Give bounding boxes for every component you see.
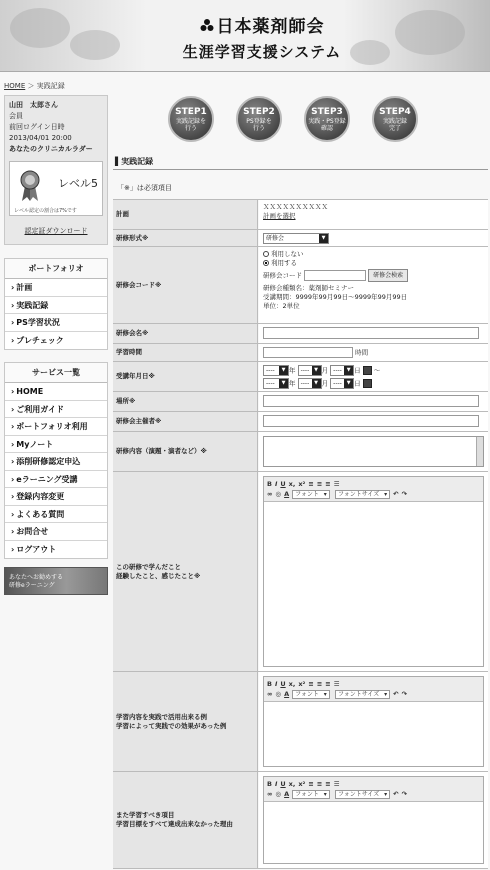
chevron-right-icon: › — [11, 457, 15, 466]
organizer-value — [259, 412, 488, 431]
level-box — [9, 161, 103, 216]
row-training-content — [113, 432, 488, 472]
list-icon[interactable]: ☰ — [333, 780, 340, 788]
list-icon[interactable]: ☰ — [333, 680, 340, 688]
align-right-icon[interactable]: ≡ — [325, 680, 331, 688]
nav-label: 添削研修認定申込 — [16, 457, 81, 466]
editor-toolbar — [264, 777, 483, 802]
font-select-label: フォント — [295, 791, 319, 798]
breadcrumb-current: 実践記録 — [36, 82, 65, 90]
banner-line1: あなたへお勧めする — [9, 574, 64, 581]
section-title: ▌実践記録 — [113, 152, 488, 170]
training-content-label: 研修内容（演題・演者など）※ — [113, 432, 258, 471]
nav-my-note[interactable] — [5, 436, 107, 454]
align-right-icon[interactable]: ≡ — [325, 480, 331, 488]
align-right-icon[interactable]: ≡ — [325, 780, 331, 788]
underline-button[interactable]: U — [280, 480, 286, 488]
date-range-tilde: ～ — [373, 366, 381, 375]
start-year-select[interactable] — [263, 365, 289, 376]
chevron-right-icon: › — [11, 283, 15, 292]
end-day-selected: ---- — [333, 380, 342, 387]
end-month-select[interactable] — [298, 378, 322, 389]
redo-icon[interactable]: ↷ — [401, 690, 408, 698]
practice-example-value — [259, 672, 488, 771]
study-hours-unit: 時間 — [355, 348, 369, 357]
training-period: 受講期間：9999年99月99日～9999年99月99日 — [263, 293, 408, 301]
banner-line2: 研修eラーニング — [9, 582, 55, 589]
step-label: 行う — [184, 125, 197, 132]
section-title-text: 実践記録 — [121, 157, 154, 166]
site-subtitle: 生涯学習支援システム — [182, 43, 342, 61]
end-day-select[interactable] — [330, 378, 354, 389]
step-number: STEP1 — [175, 107, 207, 117]
training-code-input[interactable] — [304, 270, 366, 281]
subscript-button[interactable]: x, — [288, 680, 296, 688]
underline-button[interactable]: U — [280, 780, 286, 788]
end-year-select[interactable] — [263, 378, 289, 389]
step-4 — [372, 96, 418, 142]
subscript-button[interactable]: x, — [288, 480, 296, 488]
nav-label: PS学習状況 — [16, 318, 60, 327]
chevron-right-icon: › — [11, 318, 15, 327]
logo[interactable] — [172, 12, 352, 62]
radio-use-label: 利用する — [271, 259, 297, 267]
portfolio-title: ポートフォリオ — [5, 259, 107, 279]
month-label: 月 — [321, 379, 329, 388]
bold-button[interactable]: B — [267, 780, 272, 788]
training-content-value — [259, 432, 488, 471]
row-further-study — [113, 772, 488, 869]
training-type-label: 研修形式※ — [113, 230, 258, 246]
step-number: STEP3 — [311, 107, 343, 117]
plan-select-link[interactable]: 計画を選択 — [263, 212, 296, 220]
breadcrumb-home-link[interactable]: HOME — [4, 82, 26, 90]
nav-home[interactable] — [5, 383, 107, 401]
superscript-button[interactable]: x² — [298, 780, 306, 788]
required-note: 「※」は必須項目 — [117, 184, 172, 192]
step-number: STEP4 — [379, 107, 411, 117]
nav-label: ご利用ガイド — [16, 404, 65, 414]
nav-label: HOME — [16, 387, 44, 396]
dropdown-arrow-icon: ▼ — [344, 379, 353, 388]
nav-guide[interactable] — [5, 401, 107, 419]
learned-rich-editor[interactable] — [263, 476, 484, 667]
plan-id: ＸＸＸＸＸＸＸＸＸＸ — [263, 203, 328, 211]
chevron-right-icon: › — [11, 492, 15, 501]
row-practice-example — [113, 672, 488, 772]
nav-portfolio-usage[interactable] — [5, 418, 107, 436]
row-place — [113, 392, 488, 412]
start-month-selected: ---- — [300, 367, 310, 374]
row-plan — [113, 200, 488, 230]
header-banner — [0, 0, 490, 72]
step-label: 実践記録 — [382, 118, 407, 125]
row-training-name — [113, 324, 488, 344]
row-attendance-date — [113, 362, 488, 392]
training-type-name: 研修会種類名：薬剤師セミナー — [263, 284, 354, 292]
image-icon[interactable]: ◎ — [275, 490, 282, 498]
last-login-label: 前回ログイン日時 — [9, 123, 65, 131]
organizer-label: 研修会主催者※ — [113, 412, 258, 431]
row-study-hours — [113, 344, 488, 362]
font-size-select[interactable]: フォントサイズ ▾ — [335, 790, 390, 799]
font-size-select[interactable]: フォントサイズ ▾ — [335, 490, 390, 499]
training-content-textarea[interactable] — [263, 436, 484, 467]
study-hours-input[interactable] — [263, 347, 353, 358]
nav-elearning[interactable] — [5, 471, 107, 489]
superscript-button[interactable]: x² — [298, 680, 306, 688]
superscript-button[interactable]: x² — [298, 480, 306, 488]
certificate-download-link[interactable]: 認定証ダウンロード — [24, 227, 88, 235]
chevron-right-icon: › — [11, 404, 15, 414]
font-size-select[interactable]: フォントサイズ ▾ — [335, 690, 390, 699]
nav-label: 実践記録 — [16, 300, 49, 310]
further-study-label-line2: 学習目標をすべて達成出来なかった理由 — [116, 820, 233, 828]
nav-precheck[interactable] — [5, 332, 107, 350]
day-label: 日 — [354, 366, 361, 375]
training-name-label: 研修会名※ — [113, 324, 258, 343]
calendar-icon[interactable] — [363, 366, 372, 375]
study-hours-value — [259, 344, 488, 361]
radio-not-use-label: 利用しない — [271, 250, 304, 258]
dropdown-arrow-icon: ▼ — [279, 366, 288, 375]
radio-use[interactable] — [263, 260, 269, 266]
align-left-icon[interactable]: ≡ — [308, 480, 314, 488]
align-center-icon[interactable]: ≡ — [316, 680, 323, 688]
link-icon[interactable]: ∞ — [267, 490, 273, 498]
practice-example-rich-editor[interactable] — [263, 676, 484, 767]
font-size-label: フォントサイズ — [338, 791, 380, 798]
undo-icon[interactable]: ↶ — [393, 490, 399, 498]
image-icon[interactable]: ◎ — [275, 790, 282, 798]
align-left-icon[interactable]: ≡ — [308, 680, 314, 688]
nav-label: 登録内容変更 — [16, 492, 65, 501]
practice-example-label-line1: 学習内容を実践で活用出来る例 — [116, 712, 207, 721]
nav-label: 計画 — [16, 283, 33, 292]
chevron-right-icon: › — [11, 387, 15, 396]
scrollbar[interactable] — [476, 437, 483, 466]
step-label: 行う — [252, 125, 265, 132]
level-value: レベル5 — [58, 177, 98, 190]
font-select[interactable]: フォント ▾ — [292, 690, 330, 699]
plan-label: 計画 — [113, 200, 258, 229]
chevron-right-icon: › — [11, 509, 15, 519]
day-label: 日 — [354, 379, 361, 388]
undo-icon[interactable]: ↶ — [393, 690, 399, 698]
chevron-right-icon: › — [11, 439, 15, 449]
link-icon[interactable]: ∞ — [267, 790, 273, 798]
font-size-label: フォントサイズ — [338, 491, 380, 498]
redo-icon[interactable]: ↷ — [401, 790, 408, 798]
training-search-button[interactable]: 研修会検索 — [368, 269, 408, 282]
study-hours-label: 学習時間 — [113, 344, 258, 361]
subscript-button[interactable]: x, — [288, 780, 296, 788]
step-label: PS登録を — [246, 118, 272, 125]
services-title: サービス一覧 — [5, 363, 107, 383]
nav-contact[interactable] — [5, 523, 107, 541]
step-1 — [168, 96, 214, 142]
training-units: 単位：2単位 — [263, 302, 300, 310]
chevron-right-icon: › — [11, 300, 15, 310]
nav-label: よくある質問 — [16, 509, 65, 519]
align-center-icon[interactable]: ≡ — [316, 480, 323, 488]
training-code-label: 研修会コード※ — [113, 247, 258, 323]
training-type-select[interactable] — [263, 233, 329, 244]
underline-button[interactable]: U — [280, 680, 286, 688]
chevron-right-icon: › — [11, 335, 15, 345]
nav-label: Myノート — [16, 439, 54, 449]
services-panel — [4, 362, 108, 559]
nav-logout[interactable] — [5, 541, 107, 559]
step-3 — [304, 96, 350, 142]
nav-label: お問合せ — [16, 527, 49, 536]
bold-button[interactable]: B — [267, 680, 272, 688]
dropdown-arrow-icon: ▼ — [319, 234, 328, 243]
list-icon[interactable]: ☰ — [333, 480, 340, 488]
dropdown-arrow-icon: ▼ — [312, 366, 321, 375]
font-select[interactable]: フォント ▾ — [292, 790, 330, 799]
redo-icon[interactable]: ↷ — [401, 490, 408, 498]
start-month-select[interactable] — [298, 365, 322, 376]
step-2 — [236, 96, 282, 142]
nav-certification-application[interactable] — [5, 453, 107, 471]
font-color-icon[interactable]: A — [284, 490, 290, 498]
step-label: 完了 — [388, 125, 401, 132]
training-type-value — [259, 230, 488, 246]
dropdown-arrow-icon: ▼ — [344, 366, 353, 375]
radio-not-use[interactable] — [263, 251, 269, 257]
font-color-icon[interactable]: A — [284, 690, 290, 698]
further-study-label — [113, 772, 258, 868]
portfolio-panel — [4, 258, 108, 350]
font-select-label: フォント — [295, 491, 319, 498]
step-label: 実践記録を — [175, 118, 206, 125]
organizer-input[interactable] — [263, 415, 479, 427]
editor-toolbar — [264, 477, 483, 502]
level-note: レベル認定の割合は7%です — [14, 208, 77, 214]
nav-plan[interactable] — [5, 279, 107, 297]
practice-example-label — [113, 672, 258, 771]
learned-label-line2: 経験したこと、感じたこと※ — [116, 571, 201, 580]
font-select-label: フォント — [295, 691, 319, 698]
further-study-rich-editor[interactable] — [263, 776, 484, 864]
user-name: 山田 太郎さん — [9, 101, 58, 109]
place-value — [259, 392, 488, 411]
step-label: 確認 — [320, 125, 333, 132]
learned-label-line1: この研修で学んだこと — [116, 562, 181, 571]
learned-label — [113, 472, 258, 671]
last-login-value: 2013/04/01 20:00 — [9, 134, 72, 142]
undo-icon[interactable]: ↶ — [393, 790, 399, 798]
breadcrumb — [4, 81, 65, 91]
year-label: 年 — [289, 366, 296, 375]
month-label: 月 — [321, 366, 329, 375]
nav-registration-change[interactable] — [5, 488, 107, 506]
start-day-select[interactable] — [330, 365, 354, 376]
practice-example-label-line2: 学習によって実践での効果があった例 — [116, 721, 227, 730]
row-training-code — [113, 247, 488, 324]
breadcrumb-separator: ＞ — [25, 82, 37, 90]
left-sidebar — [4, 95, 108, 595]
end-month-selected: ---- — [300, 380, 310, 387]
attendance-date-label: 受講年月日※ — [113, 362, 258, 391]
site-title: 日本薬剤師会 — [216, 17, 325, 37]
align-center-icon[interactable]: ≡ — [316, 780, 323, 788]
start-year-selected: ---- — [266, 367, 275, 374]
end-year-selected: ---- — [266, 380, 275, 387]
clinical-ladder-label: あなたのクリニカルラダー — [9, 145, 93, 153]
further-study-label-line1: また学習すべき項目 — [116, 811, 175, 819]
practice-record-form — [113, 199, 488, 828]
nav-practice-record[interactable] — [5, 297, 107, 315]
start-day-selected: ---- — [333, 367, 342, 374]
chevron-right-icon: › — [11, 422, 15, 431]
row-training-type — [113, 230, 488, 247]
medal-icon — [20, 170, 40, 202]
editor-toolbar — [264, 677, 483, 702]
training-code-value — [259, 247, 488, 323]
font-size-label: フォントサイズ — [338, 691, 380, 698]
place-label: 場所※ — [113, 392, 258, 411]
step-number: STEP2 — [243, 107, 275, 117]
nav-label: eラーニング受講 — [16, 474, 78, 484]
step-label: 実践・PS登録 — [308, 118, 346, 125]
bold-button[interactable]: B — [267, 480, 272, 488]
training-name-value — [259, 324, 488, 343]
chevron-right-icon: › — [11, 527, 15, 536]
user-info-box — [4, 95, 108, 245]
align-left-icon[interactable]: ≡ — [308, 780, 314, 788]
italic-button[interactable]: I — [274, 480, 278, 488]
nav-label: ログアウト — [16, 544, 57, 554]
place-input[interactable] — [263, 395, 479, 407]
main-content — [113, 152, 488, 828]
dropdown-arrow-icon: ▼ — [279, 379, 288, 388]
nav-ps-status[interactable] — [5, 314, 107, 332]
row-learned — [113, 472, 488, 672]
font-select[interactable]: フォント ▾ — [292, 490, 330, 499]
font-color-icon[interactable]: A — [284, 790, 290, 798]
image-icon[interactable]: ◎ — [275, 690, 282, 698]
row-organizer — [113, 412, 488, 432]
training-code-field-label: 研修会コード — [263, 271, 302, 280]
italic-button[interactable]: I — [274, 780, 278, 788]
nav-faq[interactable] — [5, 506, 107, 524]
plan-value — [259, 200, 488, 229]
year-label: 年 — [289, 379, 296, 388]
training-type-selected: 研修会 — [266, 235, 285, 242]
calendar-icon[interactable] — [363, 379, 372, 388]
nav-label: プレチェック — [16, 335, 64, 345]
further-study-value — [259, 772, 488, 868]
chevron-right-icon: › — [11, 544, 15, 554]
italic-button[interactable]: I — [274, 680, 278, 688]
logo-icon — [200, 18, 214, 32]
chevron-right-icon: › — [11, 474, 15, 484]
learned-value — [259, 472, 488, 671]
dropdown-arrow-icon: ▼ — [312, 379, 321, 388]
nav-label: ポートフォリオ利用 — [16, 422, 88, 431]
elearning-banner[interactable] — [4, 567, 108, 595]
training-name-input[interactable] — [263, 327, 479, 339]
user-role: 会員 — [9, 112, 23, 120]
attendance-date-value — [259, 362, 488, 391]
step-indicator — [168, 96, 468, 146]
link-icon[interactable]: ∞ — [267, 690, 273, 698]
